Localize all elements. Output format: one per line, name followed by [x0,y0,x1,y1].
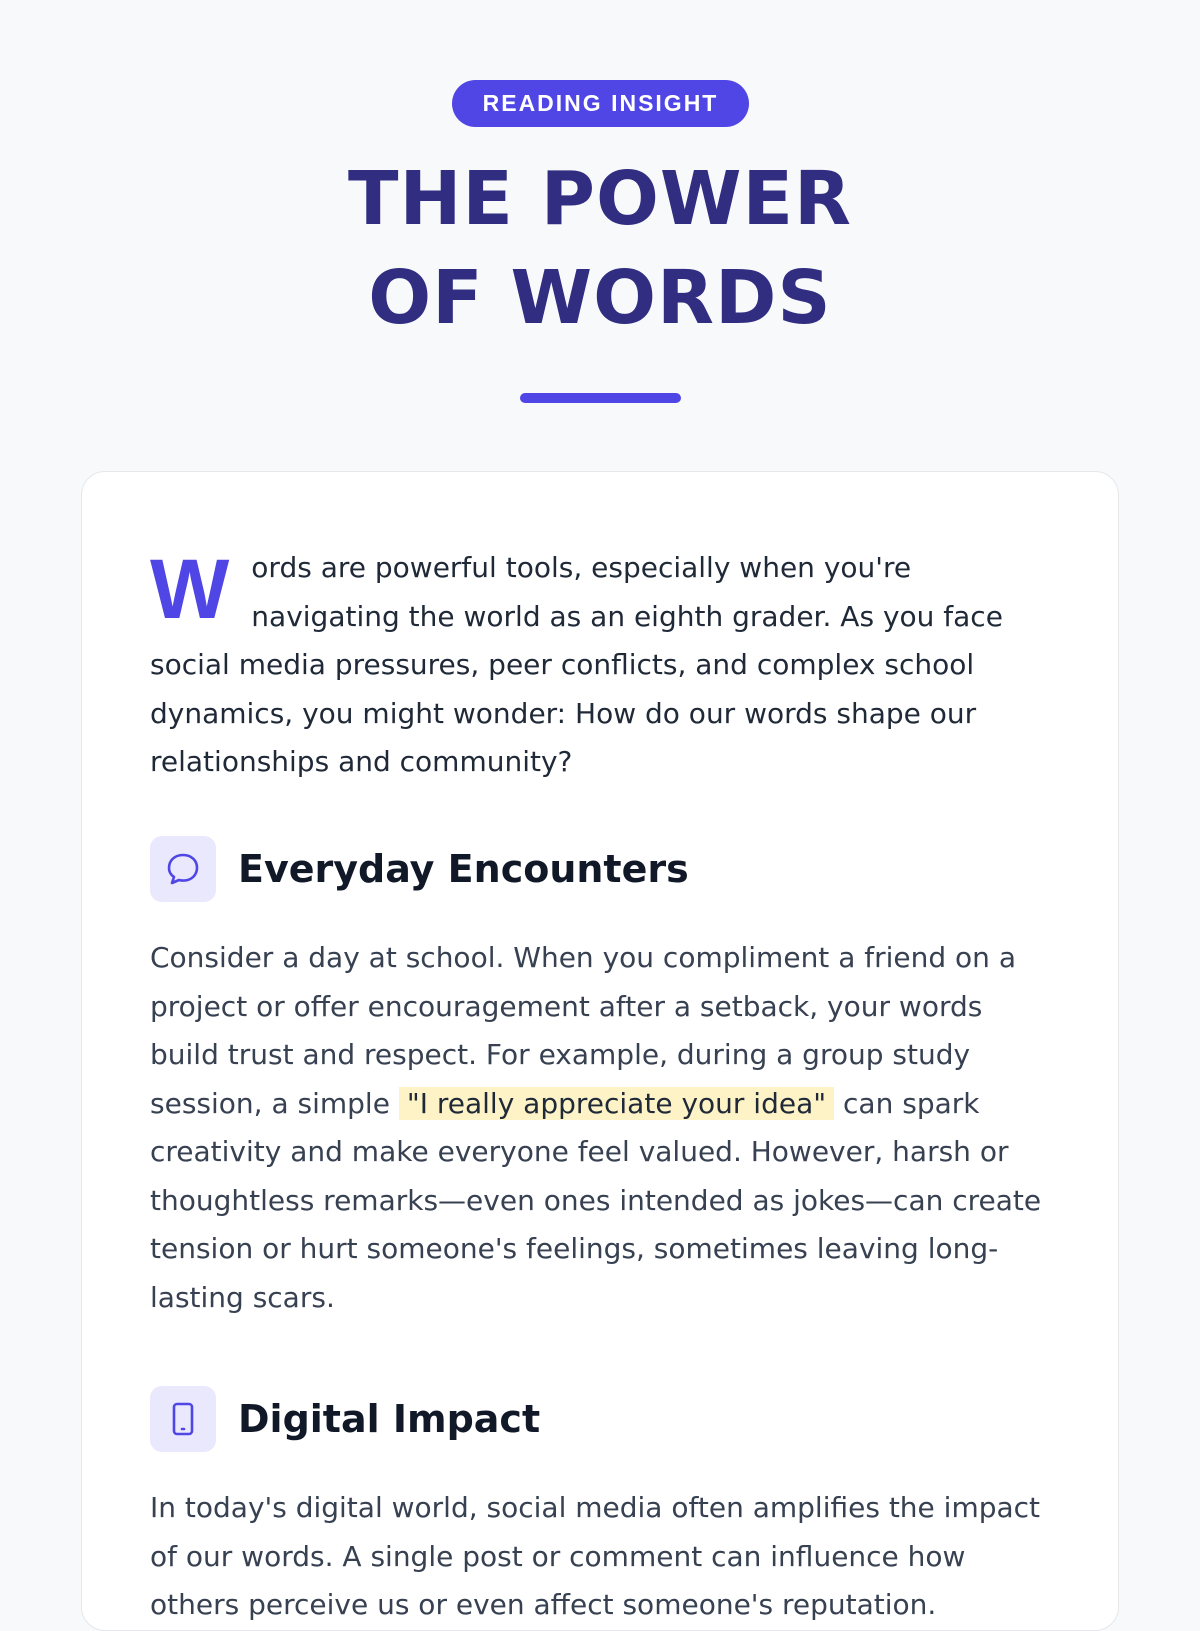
body-text: Consider a day at school. When you compliment a friend on a project or offer encouragement after a setback, your words build trust and respect. For example, during a group study session, a simple [150,941,1016,1120]
article-card [81,471,1119,1631]
chat-bubble-icon [150,836,216,902]
page-title-line-1: THE POWER [347,156,853,242]
category-badge: READING INSIGHT [452,80,749,127]
body-text: can spark creativity and make everyone feel valued. However, harsh or thoughtless remarks—even ones intended as jokes—can create tension or hurt someone's feelings, sometimes leaving long-lasting scars. [150,1086,1042,1314]
intro-paragraph [150,544,1060,787]
intro-text: ords are powerful tools, especially when you're navigating the world as an eighth grader. As you face social media pressures, peer conflicts, and complex school dynamics, you might wonder: How do our words shape our relationships and community? [150,551,1003,778]
section-heading: Everyday Encounters [238,847,689,891]
highlighted-quote: "I really appreciate your idea" [399,1087,834,1120]
section-heading: Digital Impact [238,1397,541,1441]
drop-cap: W [150,542,230,636]
section-body-digital-impact: In today's digital world, social media often amplifies the impact of our words. A single post or comment can influence how others perceive us or even affect someone's reputation. [150,1491,1041,1621]
section-body-everyday-encounters [150,934,1060,1322]
title-underline [520,393,681,403]
section-header-digital-impact [150,1386,1050,1452]
smartphone-icon [150,1386,216,1452]
page-title-line-2: OF WORDS [368,255,832,341]
page-title [0,150,1200,348]
section-header-everyday-encounters [150,836,1050,902]
